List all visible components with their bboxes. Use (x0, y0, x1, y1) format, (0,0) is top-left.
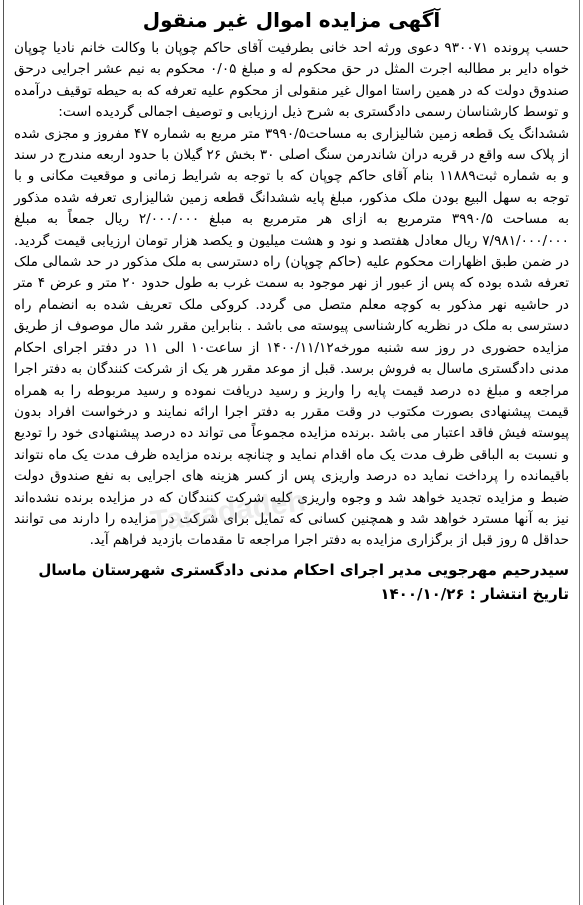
notice-paragraph-intro: حسب پرونده ۹۳۰۰۷۱ دعوی ورثه احد خانی بطرفیت آقای حاکم چوپان با وکالت خانم نادیا چوپان خواه دایر بر مطالبه اجرت المثل در حق محکوم له و مبلغ ۰/۰۵ محکوم به نیم عشر اجرایی درحق صندوق دولت که در همین راستا اموال غیر منقولی از محکوم علیه تعرفه که به حیطه توقیف درآمده و توسط کارشناسان رسمی دادگستری به شرح ذیل ارزیابی و توصیف اجمالی گردیده است: (14, 40, 569, 121)
right-border-line (579, 0, 580, 905)
left-border-line (3, 0, 4, 905)
notice-title: آگهی مزایده اموال غیر منقول (142, 8, 441, 32)
notice-signature: سیدرحیم مهرجویی مدیر اجرای احکام مدنی دادگستری شهرستان ماسال (38, 560, 569, 579)
notice-body (0, 34, 583, 552)
site-watermark: Tanadadeh (148, 484, 308, 539)
notice-paragraph-details: ششدانگ یک قطعه زمین شالیزاری به مساحت۳۹۹۰/۵ متر مربع به شماره ۴۷ مفروز و مجزی شده از پلاک سه واقع در قریه دران شاندرمن سنگ اصلی ۳۰ بخش ۲۶ گیلان با حدود اربعه مندرج در سند و به شماره ثبت۱۱۸۸۹ بنام آقای حاکم چوپان که با توجه به شرایط زمانی و موقعیت مکانی و با توجه به سهل البیع بودن ملک مذکور، مبلغ پایه ششدانگ قطعه زمین شالیزاری تعرفه شده مذکور به مساحت ۳۹۹۰/۵ مترمربع به ازای هر مترمربع به مبلغ ۲/۰۰۰/۰۰۰ ریال جمعاً به مبلغ ۷/۹۸۱/۰۰۰/۰۰۰ ریال معادل هفتصد و نود و هشت میلیون و یکصد هزار تومان ارزیابی قیمت گردید. در ضمن طبق اظهارات محکوم علیه (حاکم چوپان) راه دسترسی به ملک مذکور در حد شمالی ملک تعرفه شده بوده که پس از عبور از نهر موجود به سمت غرب به طول حدود ۲۰ متر و عرض ۴ متر در حاشیه نهر مذکور به کوچه معلم متصل می گردد. کروکی ملک تعریف شده به انضمام راه دسترسی به ملک در نظریه کارشناسی پیوسته می باشد . بنابراین مقرر شد مال موصوف از طریق مزایده حضوری در روز سه شنبه مورخه۱۴۰۰/۱۱/۱۲ از ساعت۱۰ الی ۱۱ در دفتر اجرای احکام مدنی دادگستری ماسال به فروش برسد. قبل از موعد مقرر هر یک از شرکت کنندگان به دفتر اجرا مراجعه و مبلغ ده درصد قیمت پایه را واریز و رسید دریافت نموده و رسید مربوطه را به همراه قیمت پیشنهادی بصورت مکتوب در وقت مقرر به دفتر اجرا ارائه نمایند و درخواست افراد بدون پیوسته فیش فاقد اعتبار می باشد .برنده مزایده مجموعاً می تواند ده درصد پیشنهادی خود را تودیع و نسبت به الباقی ظرف مدت یک ماه اقدام نماید و چنانچه برنده مزایده ظرف مدت یک ماه نتواند باقیمانده را پرداخت نماید ده درصد واریزی پس از کسر هزینه های اجرایی به نفع صندوق دولت ضبط و مزایده تجدید خواهد شد و وجوه واریزی کلیه شرکت کنندگان که در مزایده برنده نشده‌اند نیز به آنها مسترد خواهد شد و همچنین کسانی که تمایل برای شرکت در مزایده را دارند می توانند حداقل ۵ روز قبل از برگزاری مزایده به دفتر اجرا مراجعه تا مقدمات بازدید فراهم آید. (14, 125, 569, 549)
publish-date: تاریخ انتشار : ۱۴۰۰/۱۰/۲۶ (380, 584, 569, 603)
